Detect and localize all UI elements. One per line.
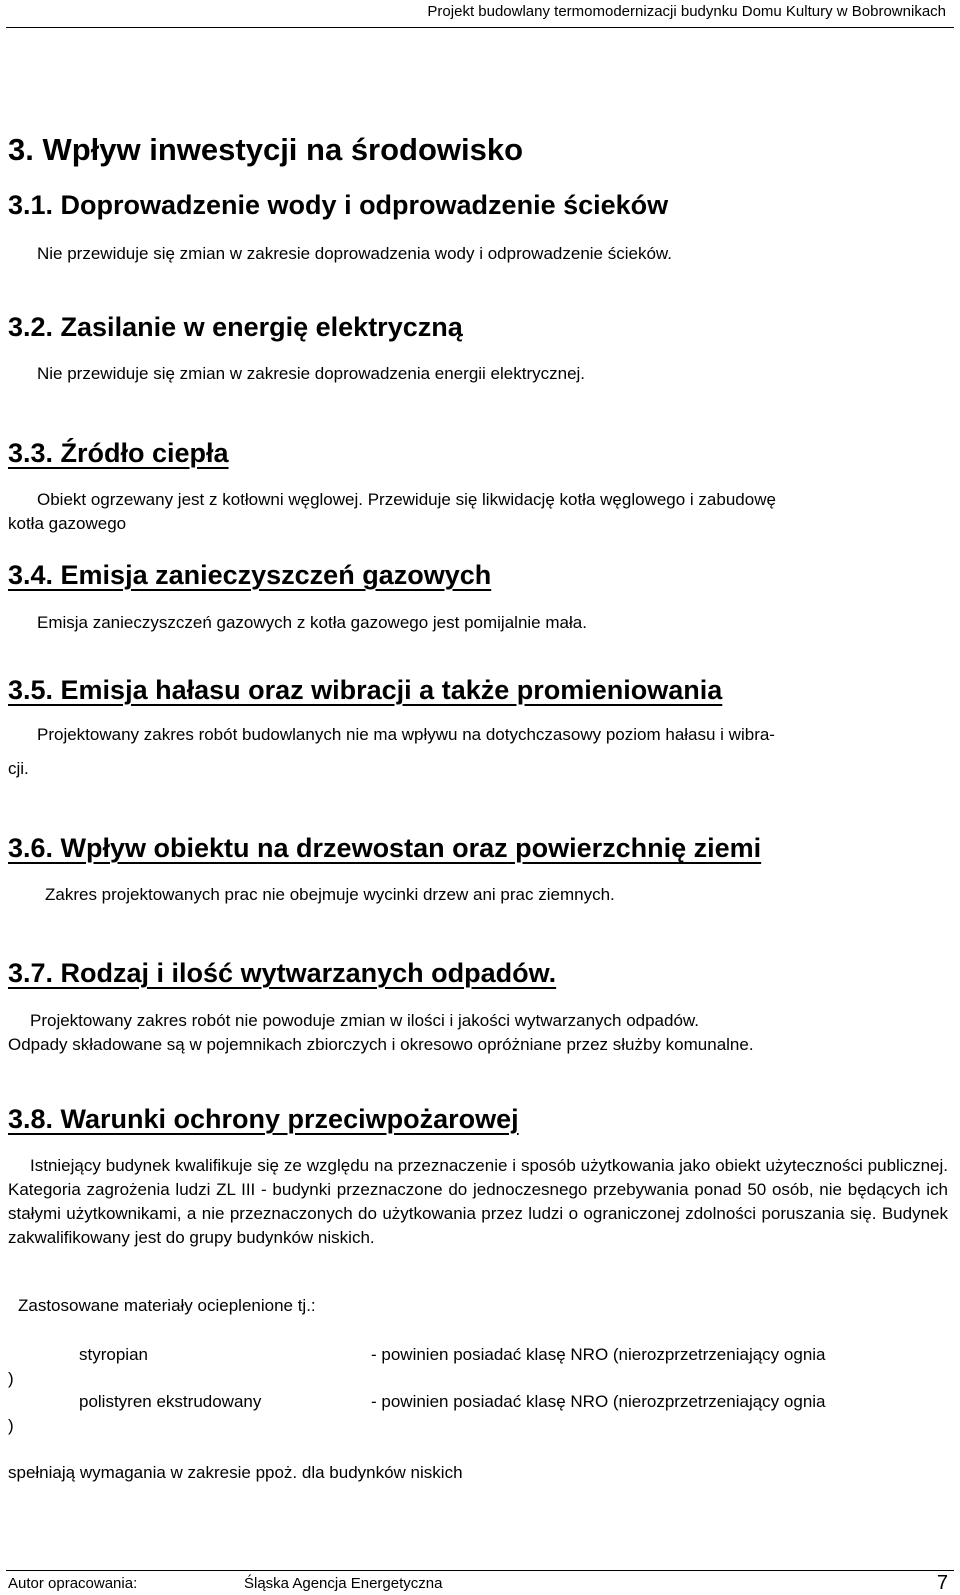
section-3-3-text-line2: kotła gazowego bbox=[8, 514, 127, 533]
section-3-8-title: 3.8. Warunki ochrony przeciwpożarowej bbox=[8, 1104, 519, 1134]
section-3-4-text: Emisja zanieczyszczeń gazowych z kotła gazowego jest pomijalnie mała. bbox=[37, 613, 587, 632]
section-3-1-text: Nie przewiduje się zmian w zakresie doprowadzenia wody i odprowadzenie ścieków. bbox=[37, 244, 672, 263]
chapter-heading: 3. Wpływ inwestycji na środowisko bbox=[8, 132, 524, 167]
section-3-3-title: 3.3. Źródło ciepła bbox=[8, 438, 229, 468]
footer-rule bbox=[6, 1570, 954, 1571]
material-close-2: ) bbox=[8, 1416, 14, 1435]
section-3-7-text-line1: Projektowany zakres robót nie powoduje zmian w ilości i jakości wytwarzanych odpadów. bbox=[30, 1011, 699, 1030]
section-3-7-title: 3.7. Rodzaj i ilość wytwarzanych odpadów. bbox=[8, 958, 557, 988]
header-rule bbox=[6, 27, 954, 28]
section-3-6-title: 3.6. Wpływ obiektu na drzewostan oraz powierzchnię ziemi bbox=[8, 833, 762, 863]
page-number: 7 bbox=[936, 1572, 948, 1594]
section-3-5-text-line2: cji. bbox=[8, 759, 29, 778]
materials-intro: Zastosowane materiały ocieplenione tj.: bbox=[18, 1296, 316, 1315]
material-desc-1: - powinien posiadać klasę NRO (nierozprzetrzeniający ognia bbox=[371, 1345, 826, 1364]
material-name-1: styropian bbox=[79, 1345, 148, 1364]
material-close-1: ) bbox=[8, 1369, 14, 1388]
running-header: Projekt budowlany termomodernizacji budynku Domu Kultury w Bobrownikach bbox=[427, 3, 946, 20]
section-3-6-text: Zakres projektowanych prac nie obejmuje wycinki drzew ani prac ziemnych. bbox=[45, 885, 615, 904]
footer-author-label: Autor opracowania: bbox=[8, 1575, 138, 1592]
section-3-2-title: 3.2. Zasilanie w energię elektryczną bbox=[8, 312, 463, 342]
section-3-8-paragraph: Istniejący budynek kwalifikuje się ze względu na przeznaczenie i sposób użytkowania jako obiekt użyteczności publicznej. Kategoria zagrożenia ludzi ZL III - budynki przeznaczone do jednoczesnego przebywania ponad 50 osób, nie będących ich stałymi użytkownikami, a nie przeznaczonych do użytkowania przez ludzi o ograniczonej zdolności poruszania się. Budynek zakwalifikowany jest do grupy budynków niskich. bbox=[8, 1156, 948, 1247]
section-3-3-text-line1: Obiekt ogrzewany jest z kotłowni węglowej. Przewiduje się likwidację kotła węglowego i zabudowę bbox=[37, 490, 776, 509]
materials-closing: spełniają wymagania w zakresie ppoż. dla budynków niskich bbox=[8, 1463, 463, 1482]
section-3-1-title: 3.1. Doprowadzenie wody i odprowadzenie ścieków bbox=[8, 190, 669, 220]
section-3-7-text-line2: Odpady składowane są w pojemnikach zbiorczych i okresowo opróżniane przez służby komunalne. bbox=[8, 1035, 754, 1054]
section-3-4-title: 3.4. Emisja zanieczyszczeń gazowych bbox=[8, 560, 492, 590]
footer-author: Śląska Agencja Energetyczna bbox=[244, 1575, 443, 1592]
section-3-5-text-line1: Projektowany zakres robót budowlanych nie ma wpływu na dotychczasowy poziom hałasu i wibra- bbox=[37, 725, 775, 744]
section-3-5-title: 3.5. Emisja hałasu oraz wibracji a także promieniowania bbox=[8, 675, 723, 705]
material-name-2: polistyren ekstrudowany bbox=[79, 1392, 262, 1411]
material-desc-2: - powinien posiadać klasę NRO (nierozprzetrzeniający ognia bbox=[371, 1392, 826, 1411]
section-3-2-text: Nie przewiduje się zmian w zakresie doprowadzenia energii elektrycznej. bbox=[37, 364, 586, 383]
